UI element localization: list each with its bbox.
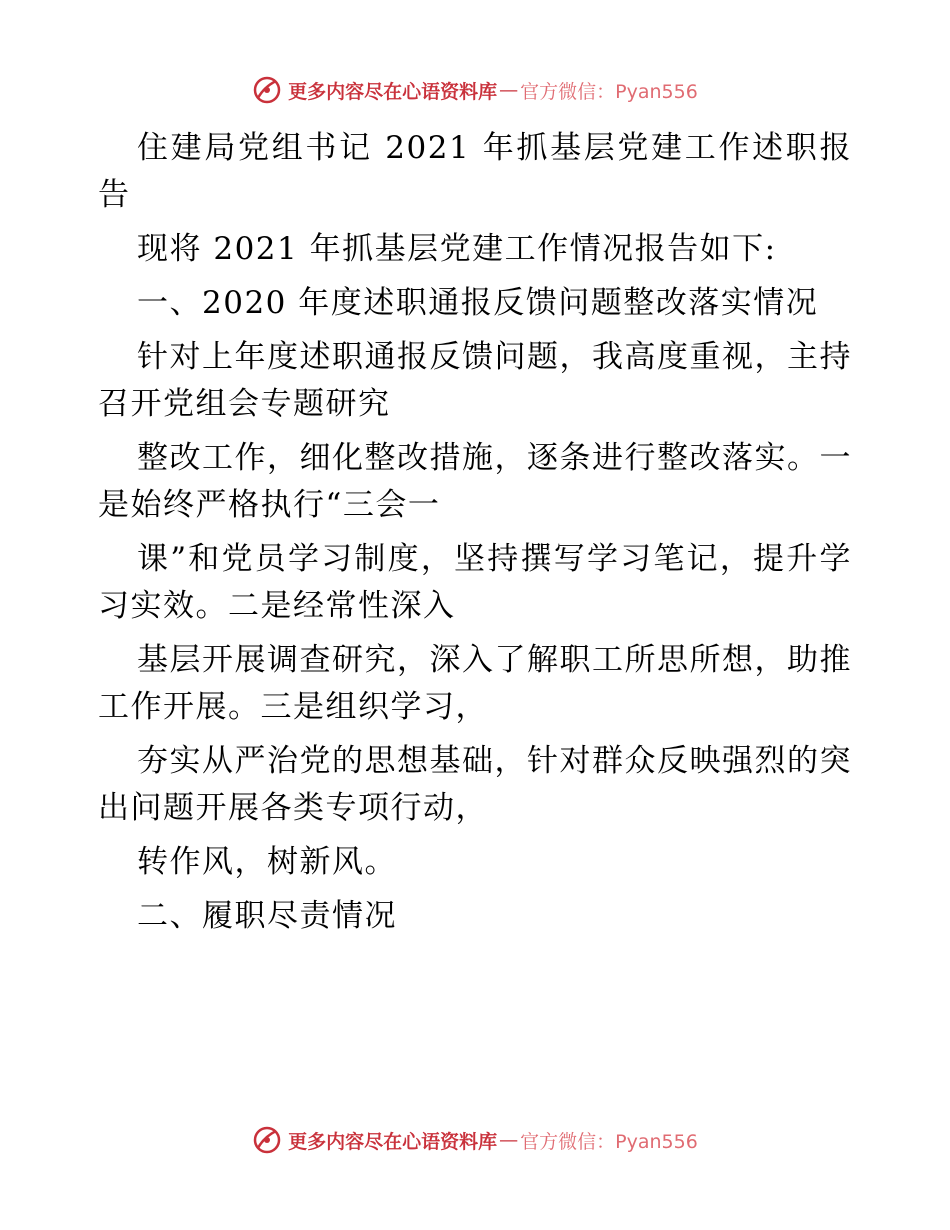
- paragraph: 夯实从严治党的思想基础，针对群众反映强烈的突出问题开展各类专项行动，: [98, 743, 852, 826]
- watermark-separator: —: [499, 1129, 519, 1151]
- paragraph: 针对上年度述职通报反馈问题，我高度重视，主持召开党组会专题研究: [98, 339, 852, 422]
- section-heading: 二、履职尽责情况: [137, 898, 397, 934]
- document-body: [98, 125, 852, 940]
- watermark-contact-text: 官方微信：Pyan556: [520, 80, 698, 103]
- header-watermark: [0, 70, 950, 110]
- watermark-separator: —: [499, 79, 519, 101]
- brand-logo-icon: [252, 75, 282, 105]
- paragraph: 整改工作，细化整改措施，逐条进行整改落实。一是始终严格执行“三会一: [98, 440, 852, 523]
- watermark-main-text: 更多内容尽在心语资料库: [288, 80, 498, 103]
- paragraph: 基层开展调查研究，深入了解职工所思所想，助推工作开展。三是组织学习，: [98, 642, 852, 725]
- brand-logo-icon: [252, 1125, 282, 1155]
- footer-watermark: [0, 1120, 950, 1160]
- paragraph: 转作风，树新风。: [137, 844, 397, 880]
- watermark-contact-text: 官方微信：Pyan556: [520, 1130, 698, 1153]
- paragraph: 现将 2021 年抓基层党建工作情况报告如下:: [137, 231, 777, 267]
- document-title: 住建局党组书记 2021 年抓基层党建工作述职报告: [98, 130, 852, 213]
- paragraph: 课”和党员学习制度，坚持撰写学习笔记，提升学习实效。二是经常性深入: [98, 541, 852, 624]
- section-heading: 一、2020 年度述职通报反馈问题整改落实情况: [137, 285, 819, 321]
- watermark-main-text: 更多内容尽在心语资料库: [288, 1130, 498, 1153]
